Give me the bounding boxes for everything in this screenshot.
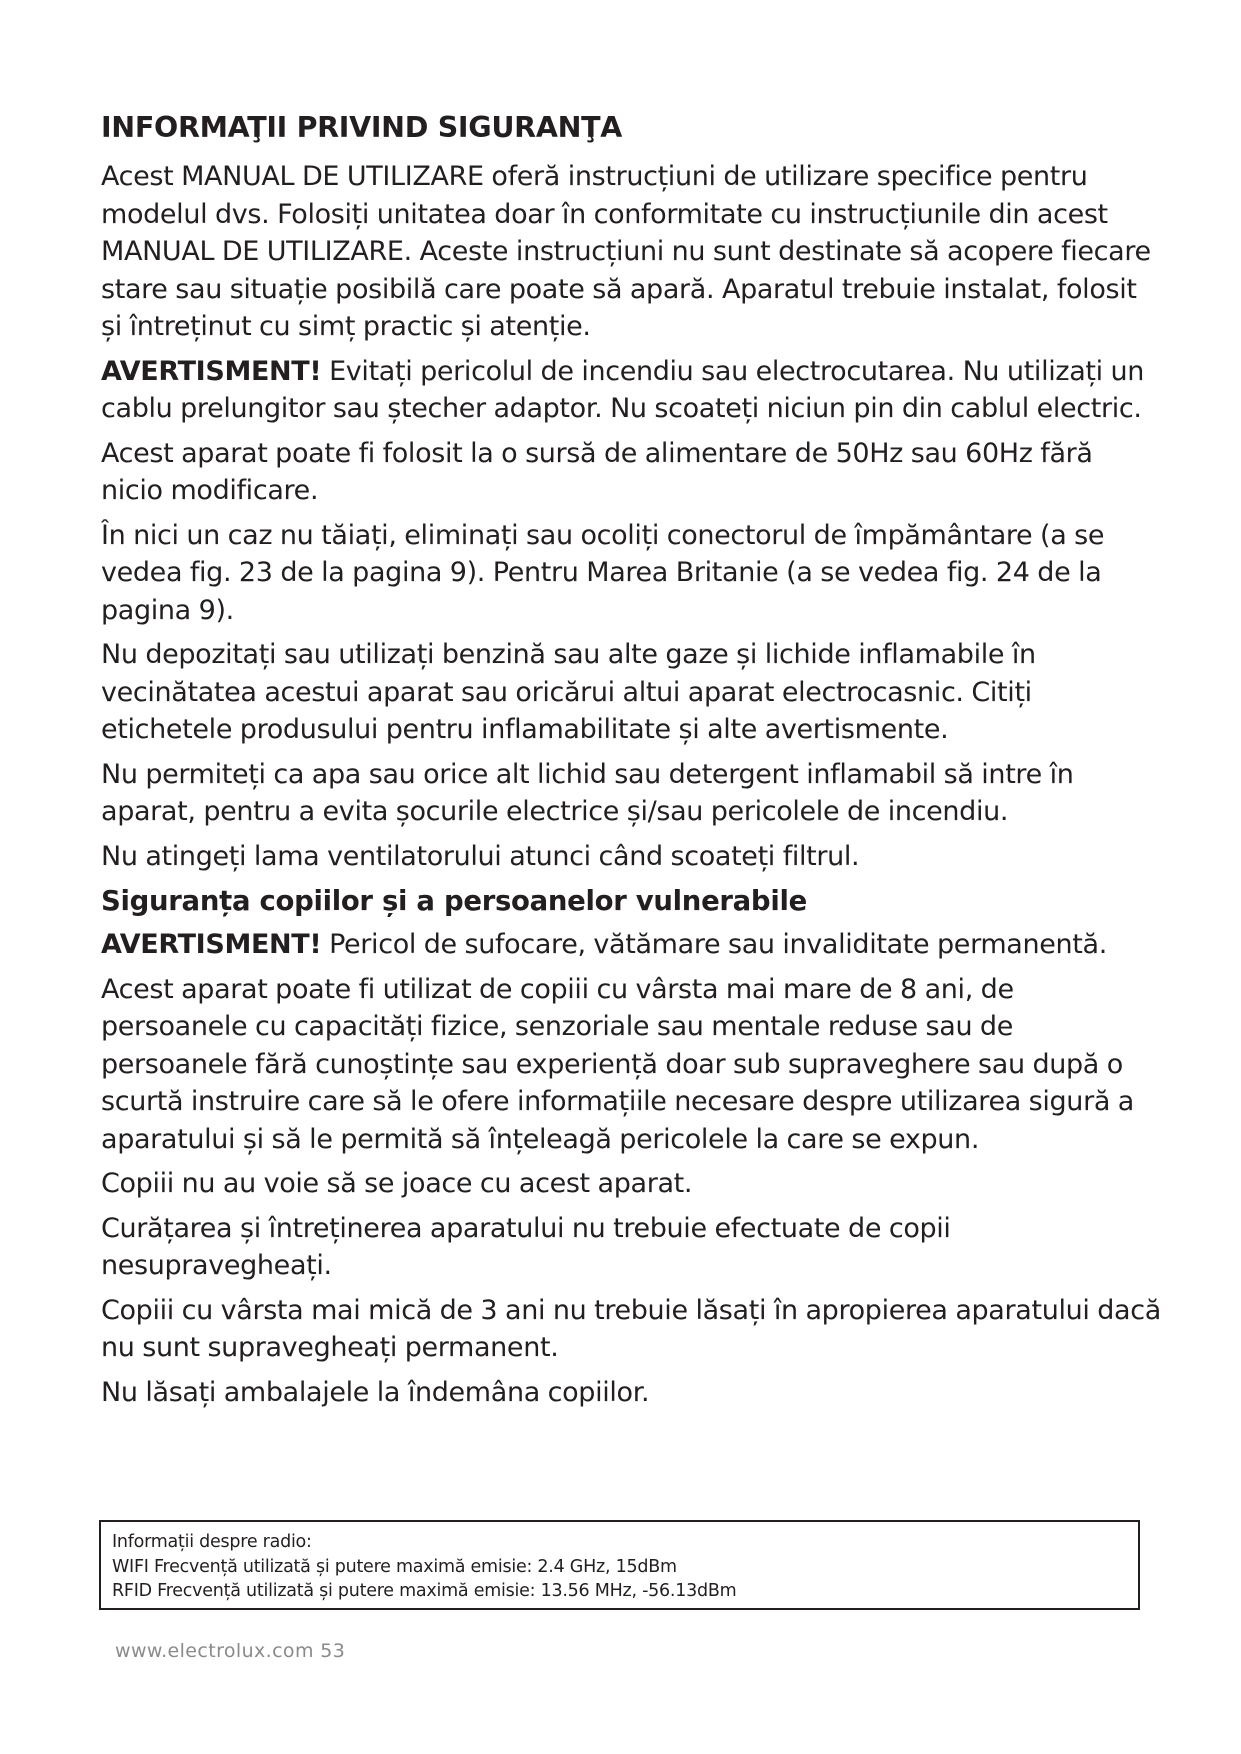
section-title: INFORMAŢII PRIVIND SIGURANŢA — [101, 111, 623, 144]
paragraph-packaging: Nu lăsați ambalajele la îndemâna copiilor. — [101, 1376, 650, 1408]
warning-text: Evitați pericolul de incendiu sau electrocutarea. Nu utilizați un cablu prelungitor sau ștecher adaptor. Nu scoateți niciun pin din cablul electric. — [101, 355, 1145, 424]
paragraph-under-3: Copiii cu vârsta mai mică de 3 ani nu trebuie lăsați în apropierea aparatului dacă nu sunt supravegheați permanent. — [101, 1294, 1161, 1363]
warning-label: AVERTISMENT! — [101, 355, 322, 387]
warning-suffocation — [101, 926, 1161, 964]
page-footer: www.electrolux.com 53 — [115, 1640, 346, 1662]
paragraph-power-supply: Acest aparat poate fi folosit la o sursă de alimentare de 50Hz sau 60Hz fără nicio modificare. — [101, 437, 1093, 506]
paragraph-manual-intro: Acest MANUAL DE UTILIZARE oferă instrucțiuni de utilizare specifice pentru modelul dvs. Folosiți unitatea doar în conformitate cu instrucțiunile din acest MANUAL DE UTILIZARE. Aceste instrucțiuni nu sunt destinate să acopere fiecare stare sau situație posibilă care poate să apară. Aparatul trebuie instalat, folosit și întreținut cu simț practic și atenție. — [101, 161, 1151, 342]
warning-text: Pericol de sufocare, vătămare sau invaliditate permanentă. — [321, 929, 1107, 960]
subsection-title: Siguranța copiilor și a persoanelor vulnerabile — [101, 885, 807, 917]
radio-info-heading: Informații despre radio: — [112, 1532, 312, 1552]
paragraph-liquids: Nu permiteți ca apa sau orice alt lichid sau detergent inflamabil să intre în aparat, pentru a evita șocurile electrice și/sau pericolele de incendiu. — [101, 758, 1074, 827]
radio-info-rfid: RFID Frecvență utilizată și putere maximă emisie: 13.56 MHz, -56.13dBm — [112, 1581, 737, 1601]
paragraph-cleaning: Curățarea și întreținerea aparatului nu trebuie efectuate de copii nesupravegheați. — [101, 1212, 951, 1281]
paragraph-grounding: În nici un caz nu tăiați, eliminați sau ocoliți conectorul de împământare (a se vedea fig. 23 de la pagina 9). Pentru Marea Britanie (a se vedea fig. 24 de la pagina 9). — [101, 519, 1105, 626]
warning-fire — [101, 353, 1161, 428]
radio-info-wifi: WIFI Frecvență utilizată și putere maximă emisie: 2.4 GHz, 15dBm — [112, 1556, 677, 1577]
paragraph-fan-blade: Nu atingeți lama ventilatorului atunci când scoateți filtrul. — [101, 840, 860, 872]
paragraph-children-age: Acest aparat poate fi utilizat de copiii cu vârsta mai mare de 8 ani, de persoanele cu capacități fizice, senzoriale sau mentale reduse sau de persoanele fără cunoștințe sau experiență doar sub supraveghere sau după o scurtă instruire care să le ofere informațiile necesare despre utilizarea sigură a aparatului și să le permită să înțeleagă pericolele la care se expun. — [101, 973, 1134, 1155]
warning-label: AVERTISMENT! — [101, 929, 322, 960]
paragraph-flammables: Nu depozitați sau utilizați benzină sau alte gaze și lichide inflamabile în vecinătatea acestui aparat sau oricărui altui aparat electrocasnic. Citiți etichetele produsului pentru inflamabilitate și alte avertismente. — [101, 639, 1036, 745]
radio-info-box — [99, 1520, 1140, 1610]
page-content — [101, 108, 1161, 1418]
paragraph-no-play: Copiii nu au voie să se joace cu acest aparat. — [101, 1168, 693, 1199]
